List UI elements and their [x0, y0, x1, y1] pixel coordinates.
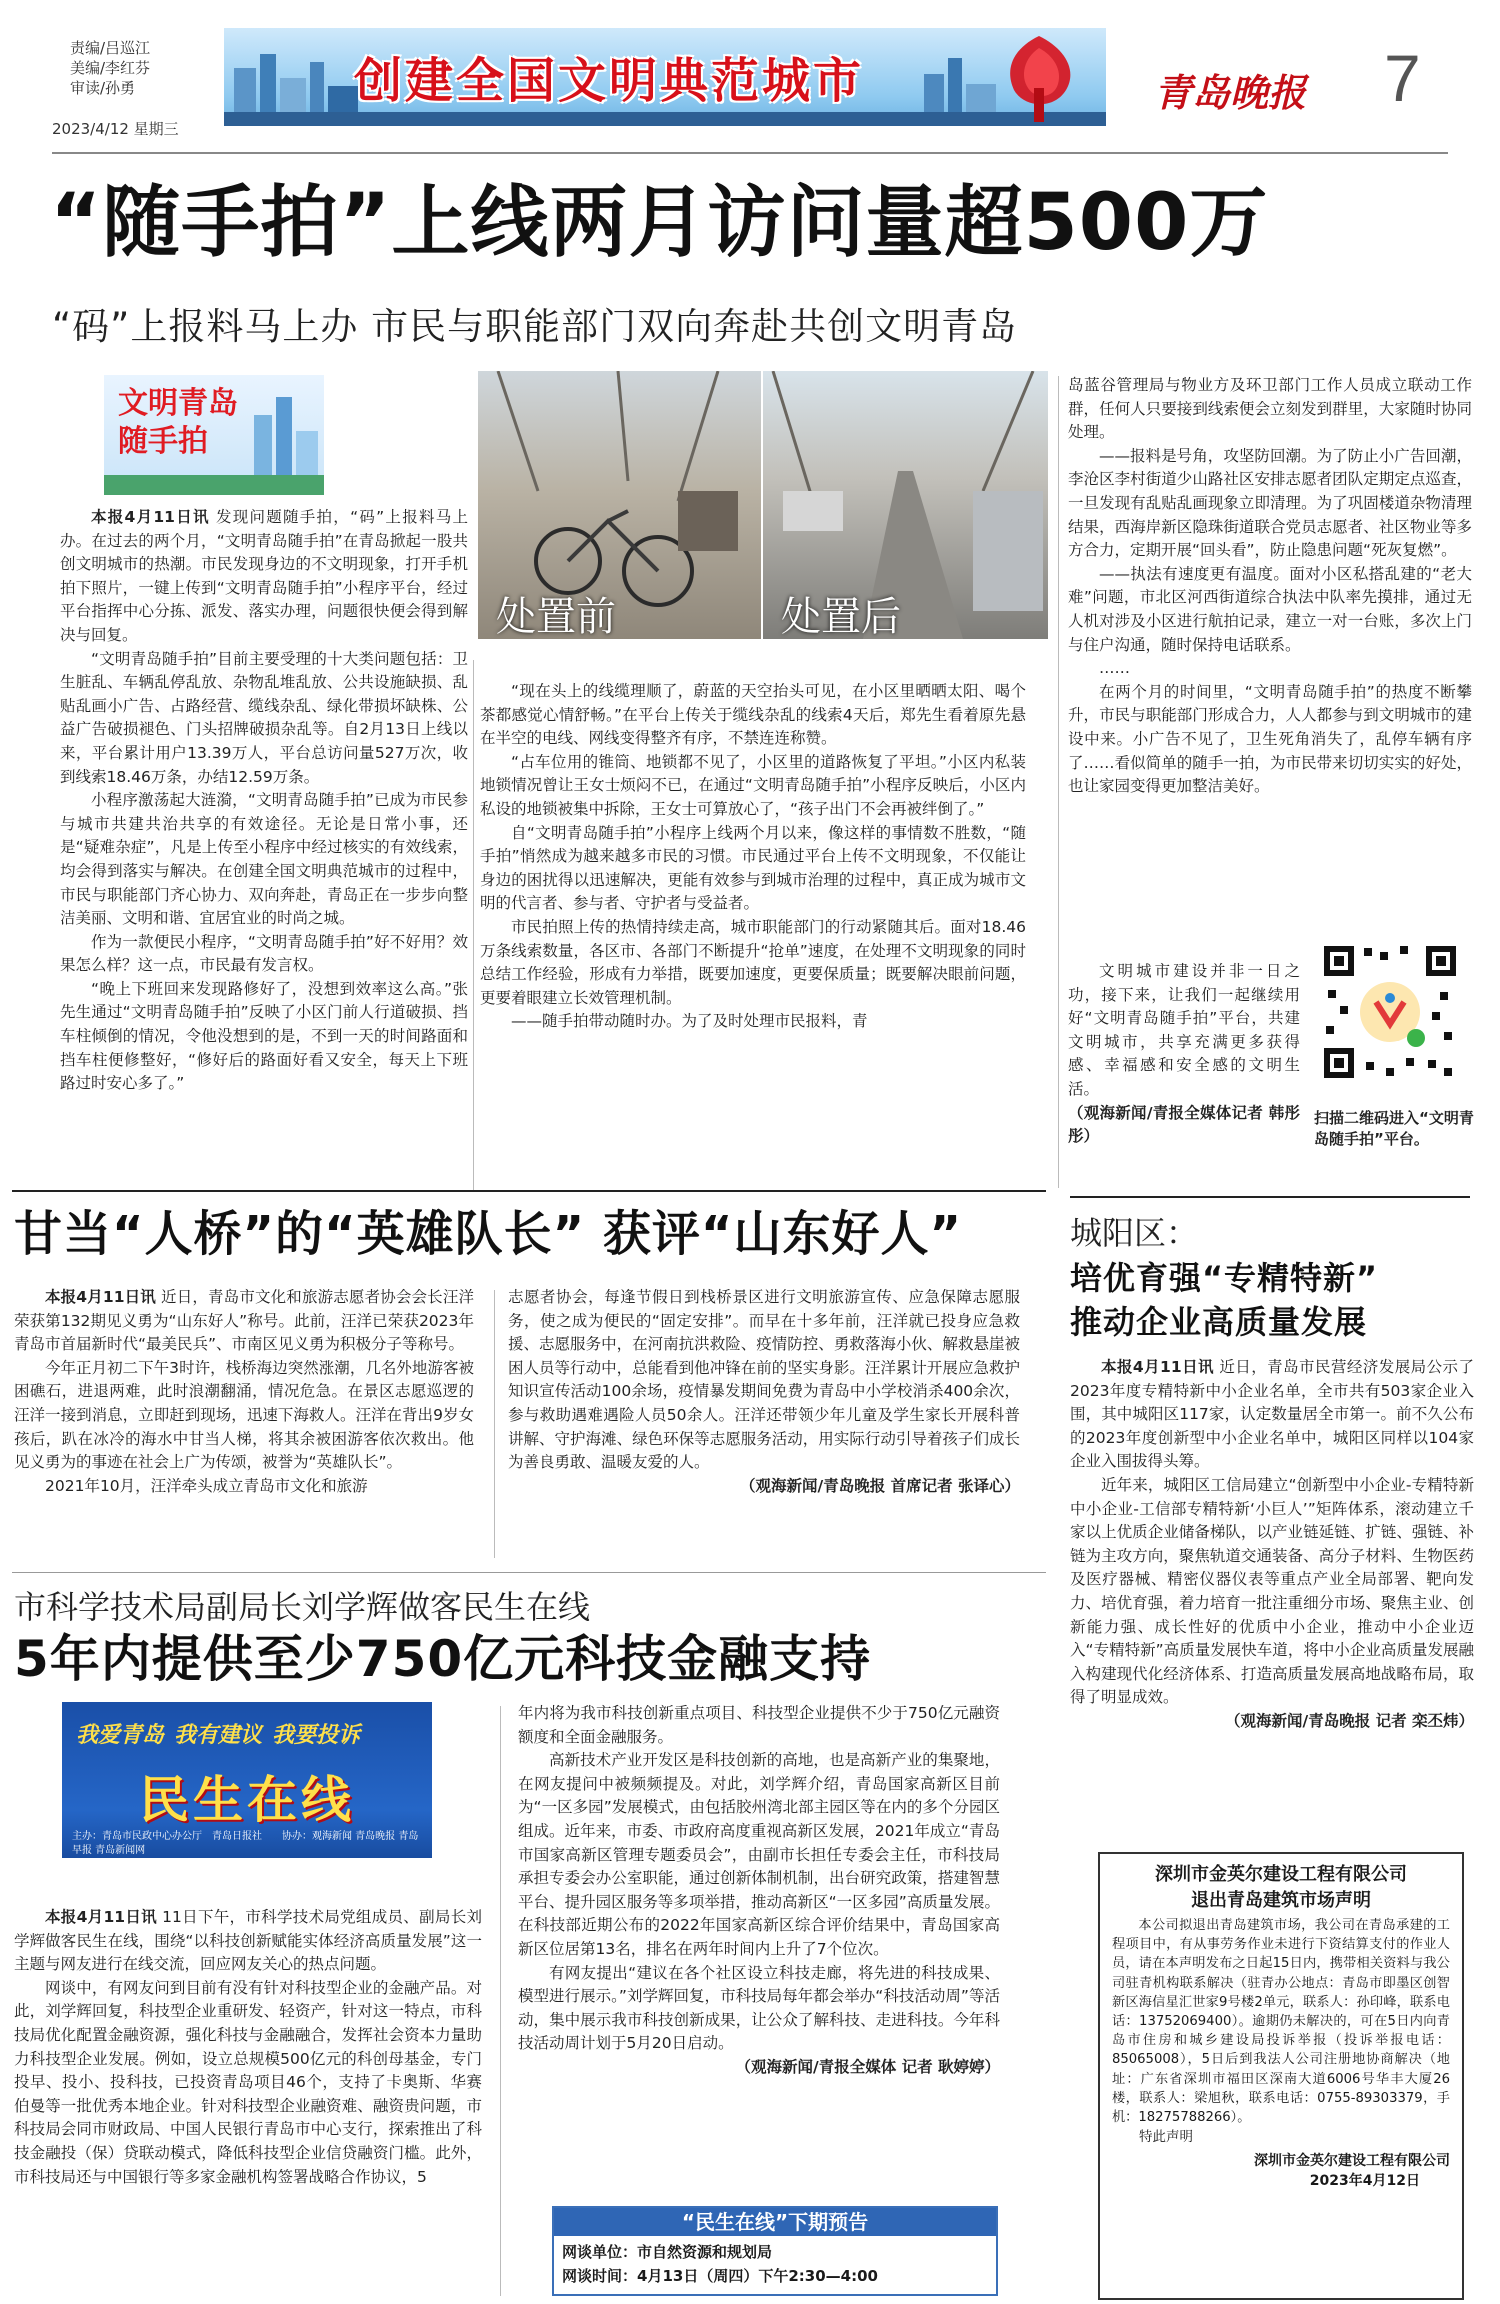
story4-column-2 — [518, 1702, 1000, 2080]
story4-kicker: 市科学技术局副局长刘学辉做客民生在线 — [14, 1588, 591, 1626]
column-divider — [1058, 376, 1059, 1188]
banner-title: 创建全国文明典范城市 — [354, 53, 865, 109]
story2-headline: 甘当“人桥”的“英雄队长” 获评“山东好人” — [14, 1206, 962, 1262]
paragraph: 网谈中，有网友问到目前有没有针对科技型企业的金融产品。对此，刘学辉回复，科技型企业重研发、轻资产，针对这一特点，市科技局优化配置金融资源，强化科技与金融融合，发挥社会资本力量助力科技型企业发展。例如，设立总规模500亿元的科创母基金，专门投早、投小、投科技，已投资青岛项目46个，支持了卡奥斯、华赛伯曼等一批优秀本地企业。针对科技型企业融资难、融资贵问题，市科技局会同市财政局、中国人民银行青岛市中心支行，探索推出了科技金融投（保）贷联动模式，降低科技型企业信贷融资门槛。此外，市科技局还与中国银行等多家金融机构签署战略合作协议，5 — [14, 1978, 482, 2186]
paragraph: ——报料是号角，攻坚防回潮。为了防止小广告回潮，李沧区李村街道少山路社区安排志愿者团队定期定点巡查，一旦发现有乱贴乱画现象立即清理。为了巩固楼道杂物清理结果，西海岸新区隐珠街道联合党员志愿者、社区物业等多方合力，定期开展“回头看”，防止隐患问题“死灰复燃”。 — [1068, 446, 1472, 560]
paragraph: 小程序激荡起大涟漪，“文明青岛随手拍”已成为市民参与城市共建共治共享的有效途径。无论是日常小事，还是“疑难杂症”，凡是上传至小程序中经过核实的有效线索，均会得到落实与解决。在创建全国文明典范城市的过程中，市民与职能部门齐心协力、双向奔赴，青岛正在一步步向整洁美丽、文明和谐、宜居宜业的时尚之城。 — [60, 791, 468, 928]
issue-date: 2023/4/12 星期三 — [52, 120, 179, 138]
paragraph: 志愿者协会，每逢节假日到栈桥景区进行文明旅游宣传、应急保障志愿服务，使之成为便民的“固定安排”。而早在十多年前，汪洋就已投身应急救援、志愿服务中，在河南抗洪救险、疫情防控、勇救落海小伙、解救悬崖被困人员等行动中，总能看到他冲锋在前的坚实身影。汪洋累计开展应急救护知识宣传活动100余场，疫情暴发期间免费为青岛中小学校消杀400余次，参与救助遇难遇险人员50余人。汪洋还带领少年儿童及学生家长开展科普讲解、守护海滩、绿色环保等志愿服务活动，用实际行动引导着孩子们成长为善良勇敢、温暖友爱的人。 — [508, 1288, 1020, 1472]
paragraph: 市民拍照上传的热情持续走高，城市职能部门的行动紧随其后。面对18.46万条线索数量，各区市、各部门不断提升“抢单”速度，在处理不文明现象的同时总结工作经验，形成有力举措，既要加速度，更要保质量；既要解决眼前问题，更要着眼建立长效管理机制。 — [480, 917, 1026, 1007]
preview-guest: 市自然资源和规划局 — [637, 2243, 773, 2261]
paragraph: 文明城市建设并非一日之功，接下来，让我们一起继续用好“文明青岛随手拍”平台，共建文明城市，共享充满更多获得感、幸福感和安全感的文明生活。 — [1068, 962, 1300, 1098]
paragraph: “现在头上的线缆理顺了，蔚蓝的天空抬头可见，在小区里晒晒太阳、喝个茶都感觉心情舒畅。”在平台上传关于缆线杂乱的线索4天后，郑先生看着原先悬在半空的电线、网线变得整齐有序，不禁连连称赞。 — [480, 682, 1026, 748]
story2-column-2 — [508, 1286, 1020, 1498]
story1-column-3 — [1068, 374, 1472, 799]
paragraph: 岛蓝谷管理局与物业方及环卫部门工作人员成立联动工作群，任何人只要接到线索便会立刻发到群里，大家随时协同处理。 — [1068, 376, 1472, 442]
paragraph: ——随手拍带动随时办。为了及时处理市民报料，青 — [511, 1012, 868, 1031]
paragraph: “晚上下班回来发现路修好了，没想到效率这么高。”张先生通过“文明青岛随手拍”反映了小区门前人行道破损、挡车柱倾倒的情况，令他没想到的是，不到一天的时间路面和挡车柱便修整好，“修好后的路面好看又安全，每天上下班路过时安心多了。” — [60, 979, 468, 1093]
notice-closing: 特此声明 — [1139, 2129, 1193, 2146]
preview-time-row: 网谈时间：4月13日（周四）下午2:30—4:00 — [562, 2267, 878, 2285]
photo-after — [763, 371, 1048, 639]
paragraph: 本报4月11日讯 11日下午，市科学技术局党组成员、副局长刘学辉做客民生在线，围绕“以科技创新赋能实体经济高质量发展”这一主题与网友进行在线交流，回应网友关心的热点问题。 — [14, 1908, 482, 1974]
qr-code-icon — [1320, 942, 1460, 1082]
notice-body: 本公司拟退出青岛建筑市场，我公司在青岛承建的工程项目中，有从事劳务作业未进行下资结算支付的作业人员，请在本声明发布之日起15日内，携带相关资料与我公司驻青机构联系解决（驻青办公地点：青岛市即墨区创智新区海信星汇世家9号楼2单元，联系人：孙印峰，联系电话：13752069400）。逾期仍未解决的，可在5日内向青岛市住房和城乡建设局投诉举报（投诉举报电话：85065008），5日后到我法人公司注册地协商解决（地址：广东省深圳市福田区深南大道6006号华丰大厦26楼，联系人：梁旭秋，联系电话：0755-89303379，手机：18275788266）。 — [1112, 1918, 1450, 2126]
qr-caption: 扫描二维码进入“文明青岛随手拍”平台。 — [1314, 1109, 1474, 1148]
story1-signature: （观海新闻/青报全媒体记者 韩彤彤） — [1068, 1103, 1300, 1146]
paragraph: 本报4月11日讯 发现问题随手拍，“码”上报料马上办。在过去的两个月，“文明青岛随手拍”在青岛掀起一股共创文明城市的热潮。市民发现身边的不文明现象，打开手机拍下照片，一键上传到“文明青岛随手拍”小程序平台，经过平台指挥中心分拣、派发、落实办理，问题很快便会得到解决与回复。 — [60, 508, 469, 644]
story4-column-1 — [14, 1906, 482, 2189]
story1-headline: “随手拍”上线两月访问量超500万 — [50, 178, 1269, 268]
preview-details — [554, 2236, 996, 2292]
paragraph: “文明青岛随手拍”目前主要受理的十大类问题包括：卫生脏乱、车辆乱停乱放、杂物乱堆乱放、公共设施缺损、乱贴乱画小广告、占路经营、缆线杂乱、绿化带损坏缺株、公益广告破损褪色、门头招牌破损杂乱等。自2月13日上线以来，平台累计用户13.39万人，平台总访问量527万次，收到线索18.46万条，办结12.59万条。 — [60, 649, 468, 786]
story4-headline: 5年内提供至少750亿元科技金融支持 — [14, 1630, 872, 1688]
notice-sign-company: 深圳市金英尔建设工程有限公司 — [1254, 2153, 1450, 2170]
section-rule — [12, 1572, 1046, 1573]
story4-signature: （观海新闻/青报全媒体 记者 耿婷婷） — [735, 2057, 1000, 2076]
paragraph: “占车位用的锥筒、地锁都不见了，小区里的道路恢复了平坦。”小区内私装地锁情况曾让王女士烦闷不已，在通过“文明青岛随手拍”小程序反映后，小区内私设的地锁被集中拆除，王女士可算放心了，“孩子出门不会再被绊倒了。” — [480, 752, 1026, 818]
story3-headline-line2: 推动企业高质量发展 — [1070, 1303, 1368, 1341]
logo-title: 民生在线 — [139, 1771, 355, 1829]
minsheng-online-logo — [62, 1702, 432, 1882]
slogan: 我有建议 — [174, 1723, 263, 1748]
section-rule — [12, 1190, 1046, 1192]
story1-logo-text: 文明青岛 随手拍 — [118, 386, 238, 459]
column-divider — [500, 1706, 501, 2296]
notice-sign-date: 2023年4月12日 — [1309, 2173, 1420, 2190]
preview-box — [552, 2206, 998, 2296]
section-rule — [1070, 1196, 1470, 1198]
paragraph: 2021年10月，汪洋牵头成立青岛市文化和旅游 — [45, 1476, 368, 1495]
paragraph: …… — [1099, 659, 1130, 678]
paragraph: 在两个月的时间里，“文明青岛随手拍”的热度不断攀升，市民与职能部门形成合力，人人都参与到文明城市的建设中来。小广告不见了，卫生死角消失了，乱停车辆有序了……看似简单的随手一拍，为市民带来切切实实的好处，也让家园变得更加整洁美好。 — [1068, 682, 1472, 796]
ribbon-emblem-icon — [984, 28, 1094, 126]
proofreader-credit: 审读/孙勇 — [70, 79, 136, 97]
column-divider — [473, 660, 474, 1190]
logo-footer: 主办：青岛市民政中心办公厅 青岛日报社 协办：观海新闻 青岛晚报 青岛早报 青岛新闻网 — [72, 1831, 419, 1856]
story1-column-2 — [480, 680, 1026, 1034]
masthead-credits — [70, 38, 200, 98]
paragraph: 高新技术产业开发区是科技创新的高地，也是高新产业的集聚地，在网友提问中被频频提及。对此，刘学辉介绍，青岛国家高新区目前为“一区多园”发展模式，由包括胶州湾北部主园区等在内的多个分园区组成。近年来，市委、市政府高度重视高新区发展，2021年成立“青岛市国家高新区管理专题委员会”，由副市长担任专委会主任，市科技局承担专委会办公室职能，通过创新体制机制，出台研究政策，搭建智慧平台、提升园区服务等多项举措，推动高新区“一区多园”高质量发展。在科技部近期公布的2022年国家高新区综合评价结果中，青岛国家高新区位居第13名，排名在两年时间内上升了7个位次。 — [518, 1751, 1000, 1958]
notice-box — [1098, 1852, 1464, 2300]
story2-column-1 — [14, 1286, 474, 1498]
photo-before-caption: 处置前 — [496, 594, 616, 639]
story1-subtitle: “码”上报料马上办 市民与职能部门双向奔赴共创文明青岛 — [52, 305, 1018, 348]
notice-company: 深圳市金英尔建设工程有限公司 — [1155, 1864, 1407, 1885]
paragraph: 近年来，城阳区工信局建立“创新型中小企业-专精特新中小企业-工信部专精特新‘小巨人’”矩阵体系，滚动建立千家以上优质企业储备梯队，以产业链延链、扩链、强链、补链为主攻方向，聚焦轨道交通装备、高分子材料、生物医药及医疗器械、精密仪器仪表等重点产业全局部署、靶向发力、培优育强，着力培育一批注重细分市场、聚焦主业、创新能力强、成长性好的优质中小企业，推动中小企业迈入“专精特新”高质量发展快车道，将中小企业高质量发展融入构建现代化经济体系、打造高质量发展高地战略布局，取得了明显成效。 — [1070, 1475, 1474, 1707]
preview-time: 4月13日（周四）下午2:30—4:00 — [637, 2267, 878, 2285]
story1-logo — [104, 375, 324, 495]
newspaper-name: 青岛晚报 — [1154, 70, 1307, 115]
qr-code — [1320, 942, 1460, 1082]
story1-closing — [1068, 960, 1300, 1149]
preview-title: “民生在线”下期预告 — [554, 2208, 996, 2236]
story1-column-1 — [60, 506, 468, 1096]
photo-before — [478, 371, 761, 639]
notice-title: 退出青岛建筑市场声明 — [1191, 1890, 1371, 1911]
photo-after-caption: 处置后 — [781, 594, 901, 639]
paragraph: 本报4月11日讯 近日，青岛市民营经济发展局公示了2023年度专精特新中小企业名单，全市共有503家企业入围，其中城阳区117家，认定数量居全市第一。前不久公布的2023年度创新型中小企业名单中，城阳区同样以104家企业入围拔得头筹。 — [1070, 1358, 1474, 1471]
story3-signature: （观海新闻/青岛晚报 记者 栾丕炜） — [1225, 1711, 1474, 1730]
preview-guest-row: 网谈单位：市自然资源和规划局 — [562, 2243, 773, 2261]
paragraph: ——执法有速度更有温度。面对小区私搭乱建的“老大难”问题，市北区河西街道综合执法中队率先摸排，通过无人机对涉及小区进行航拍记录，建立一对一台账，多次上门与住户沟通，随时保持电话联系。 — [1068, 564, 1472, 654]
header-rule — [52, 152, 1448, 154]
banner — [224, 28, 1106, 126]
page-number: 7 — [1384, 41, 1421, 115]
logo-slogans — [76, 1718, 360, 1749]
editor-credit: 责编/吕巡江 — [70, 39, 151, 57]
paragraph: 自“文明青岛随手拍”小程序上线两个月以来，像这样的事情数不胜数，“随手拍”悄然成为越来越多市民的习惯。市民通过平台上传不文明现象，不仅能让身边的困扰得以迅速解决，更能有效参与到城市治理的过程中，真正成为城市文明的代言者、参与者、守护者与受益者。 — [480, 823, 1026, 913]
slogan: 我爱青岛 — [76, 1723, 165, 1748]
logo-footer-bar — [62, 1858, 432, 1882]
slogan: 我要投诉 — [272, 1723, 361, 1748]
paragraph: 本报4月11日讯 近日，青岛市文化和旅游志愿者协会会长汪洋荣获第132期见义勇为“山东好人”称号。此前，汪洋已荣获2023年青岛市首届新时代“最美民兵”、市南区见义勇为积极分子等称号。 — [14, 1288, 474, 1354]
story3-headline-line1: 培优育强“专精特新” — [1070, 1259, 1379, 1297]
story3-body — [1070, 1356, 1474, 1734]
column-divider — [494, 1290, 495, 1558]
paragraph: 年内将为我市科技创新重点项目、科技型企业提供不少于750亿元融资额度和全面金融服务。 — [518, 1704, 1000, 1746]
paragraph: 今年正月初二下午3时许，栈桥海边突然涨潮，几名外地游客被困礁石，进退两难，此时浪潮翻涌，情况危急。在景区志愿巡逻的汪洋一接到消息，立即赶到现场，迅速下海救人。汪洋在背出9岁女孩后，趴在冰冷的海水中甘当人梯，将其余被困游客依次救出。他见义勇为的事迹在社会上广为传颂，被誉为“英雄队长”。 — [14, 1358, 474, 1472]
paragraph: 作为一款便民小程序，“文明青岛随手拍”好不好用？效果怎么样？这一点，市民最有发言权。 — [60, 932, 468, 975]
designer-credit: 美编/李红芬 — [70, 59, 151, 77]
story2-signature: （观海新闻/青岛晚报 首席记者 张译心） — [740, 1476, 1020, 1495]
paragraph: 有网友提出“建议在各个社区设立科技走廊，将先进的科技成果、模型进行展示。”刘学辉回复，市科技局每年都会举办“科技活动周”等活动，集中展示我市科技创新成果，让公众了解科技、走进科技。今年科技活动周计划于5月20日启动。 — [518, 1963, 1000, 2053]
story3-kicker: 城阳区： — [1070, 1214, 1199, 1252]
